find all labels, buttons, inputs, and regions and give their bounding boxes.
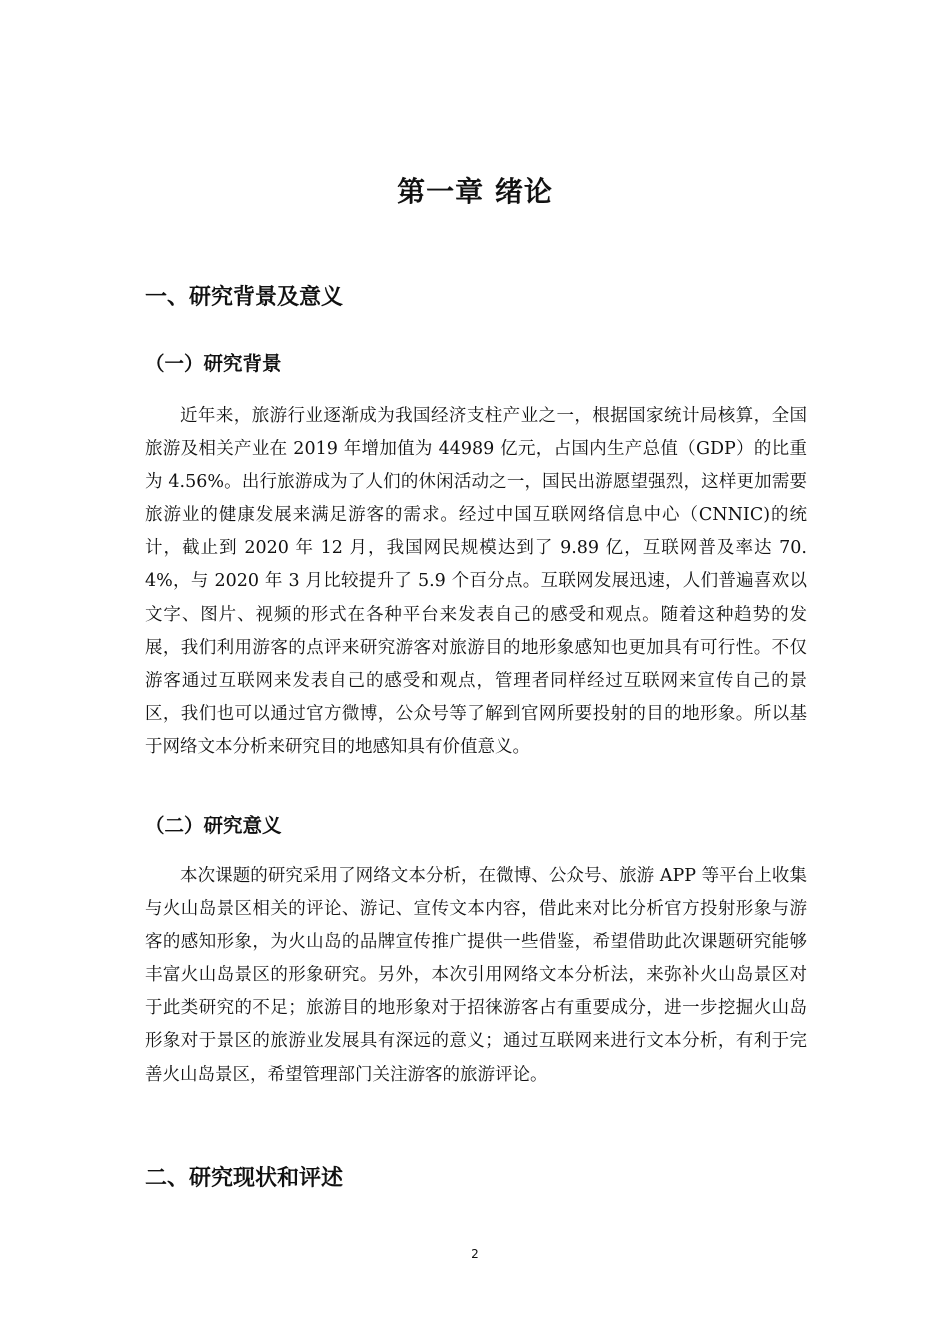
chapter-title: 第一章 绪论 — [397, 175, 553, 208]
section-title-research-background-significance: 一、研究背景及意义 — [145, 285, 344, 310]
paragraph-research-background: 近年来，旅游行业逐渐成为我国经济支柱产业之一，根据国家统计局核算，全国旅游及相关产业在 2019 年增加值为 44989 亿元，占国内生产总值（GDP）的比重为 4.56%。出行旅游成为了人们的休闲活动之一，国民出游愿望强烈，这样更加需要旅游业的健康发展来满足游客的需求。经过中国互联网络信息中心（CNNIC)的统计，截止到 2020 年 12 月，我国网民规模达到了 9.89 亿，互联网普及率达 70.4%，与 2020 年 3 月比较提升了 5.9 个百分点。互联网发展迅速，人们普遍喜欢以文字、图片、视频的形式在各种平台来发表自己的感受和观点。随着这种趋势的发展，我们利用游客的点评来研究游客对旅游目的地形象感知也更加具有可行性。不仅游客通过互联网来发表自己的感受和观点，管理者同样经过互联网来宣传自己的景区，我们也可以通过官方微博，公众号等了解到官网所要投射的目的地形象。所以基于网络文本分析来研究目的地感知具有价值意义。 — [145, 406, 807, 757]
section-title-research-status-review: 二、研究现状和评述 — [145, 1166, 344, 1191]
page-number: 2 — [471, 1247, 479, 1261]
subsection-title-research-significance: （二）研究意义 — [145, 814, 282, 837]
subsection-title-research-background: （一）研究背景 — [145, 352, 282, 375]
paragraph-research-significance: 本次课题的研究采用了网络文本分析，在微博、公众号、旅游 APP 等平台上收集与火山岛景区相关的评论、游记、宣传文本内容，借此来对比分析官方投射形象与游客的感知形象，为火山岛的品牌宣传推广提供一些借鉴，希望借助此次课题研究能够丰富火山岛景区的形象研究。另外，本次引用网络文本分析法，来弥补火山岛景区对于此类研究的不足；旅游目的地形象对于招徕游客占有重要成分，进一步挖掘火山岛形象对于景区的旅游业发展具有深远的意义；通过互联网来进行文本分析，有利于完善火山岛景区，希望管理部门关注游客的旅游评论。 — [145, 866, 807, 1085]
